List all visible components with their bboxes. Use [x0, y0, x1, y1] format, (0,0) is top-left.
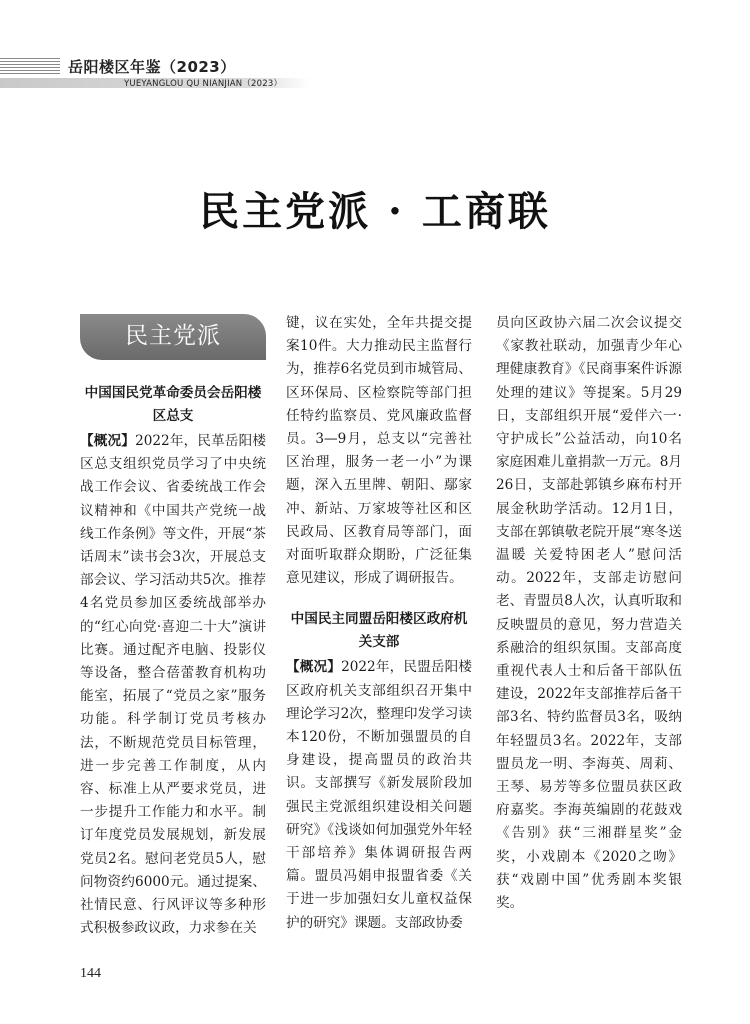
chapter-title: 民主党派 · 工商联 — [199, 188, 551, 235]
paragraph-lead: 【概况】 — [286, 659, 342, 676]
paragraph-body: 2022年，民盟岳阳楼区政府机关支部组织召开集中理论学习2次，整理印发学习读本120份，不断加强盟员的自身建设，提高盟员的政治共识。支部撰写《新发展阶段加强民主党派组织建设相关问题研究》《浅谈如何加强党外年轻干部培养》集体调研报告两篇。盟员冯娟申报盟省委《关于进一步加强妇女儿童权益保护的研究》课题。支部政协委 — [286, 659, 472, 931]
org-title-minmeng: 中国民主同盟岳阳楼区政府机关支部 — [290, 611, 468, 651]
org-title-minge: 中国国民党革命委员会岳阳楼区总支 — [84, 385, 262, 424]
org-paragraph-minmeng — [286, 656, 472, 934]
org-paragraph-minge-continued: 键，议在实处，全年共提交提案10件。大力推动民主监督行为，推荐6名党员到市城管局、区环保局、区检察院等部门担任特约监察员、党风廉政监督员。3—9月，总支以“完善社区治理，服务一老一小”为课题，深入五里牌、朝阳、鄢家冲、新站、万家坡等社区和区民政局、区教育局等部门，面对面听取群众期盼，广泛征集意见建议，形成了调研报告。 — [286, 315, 472, 587]
paragraph-body: 2022年，民革岳阳楼区总支组织党员学习了中央统战工作会议、省委统战工作会议精神和《中国共产党统一战线工作条例》等文件，开展“茶话周末”读书会3次，开展总支部会议、学习活动共5次。推荐4名党员参加区委统战部举办的“红心向党·喜迎二十大”演讲比赛。通过配齐电脑、投影仪等设备，整合蓓蕾教育机构功能室，拓展了“党员之家”服务功能。科学制订党员考核办法，不断规范党员目标管理，进一步完善工作制度，从内容、标准上从严要求党员，进一步提升工作能力和水平。制订年度党员发展规划，新发展党员2名。慰问老党员5人，慰问物资约6000元。通过提案、社情民意、行风评议等多种形式积极参政议政，力求参在关 — [80, 433, 266, 937]
running-header-subtitle: YUEYANGLOU QU NIANJIAN（2023） — [124, 79, 283, 89]
running-header-title: 岳阳楼区年鉴（2023） — [68, 58, 236, 76]
section-badge: 民主党派 — [80, 314, 266, 360]
org-paragraph-minge — [80, 430, 266, 940]
text-column-2 — [286, 312, 472, 935]
text-column-3 — [496, 312, 682, 915]
org-paragraph-minmeng-continued: 员向区政协六届二次会议提交《家教社联动，加强青少年心理健康教育》《民商事案件诉源处理的建议》等提案。5月29日，支部组织开展“爱伴六一·守护成长”公益活动，向10名家庭困难儿童捐款一万元。8月26日，支部赴郭镇乡麻布村开展金秋助学活动。12月1日，支部在郭镇敬老院开展“寒冬送温暖 关爱特困老人”慰问活动。2022年，支部走访慰问老、青盟员8人次，认真听取和反映盟员的意见，努力营造关系融洽的组织氛围。支部高度重视代表人士和后备干部队伍建设，2022年支部推荐后备干部3名、特约监督员3名，吸纳年轻盟员3名。2022年，支部盟员龙一明、李海英、周莉、王琴、易芳等多位盟员获区政府嘉奖。李海英编剧的花鼓戏《告别》获“三湘群星奖”金奖，小戏剧本《2020之吻》获“戏剧中国”优秀剧本奖银奖。 — [496, 315, 682, 912]
paragraph-lead: 【概况】 — [80, 433, 136, 449]
header-decoration-stripes — [0, 58, 60, 74]
page-number: 144 — [80, 966, 101, 981]
text-column-1 — [80, 312, 266, 940]
